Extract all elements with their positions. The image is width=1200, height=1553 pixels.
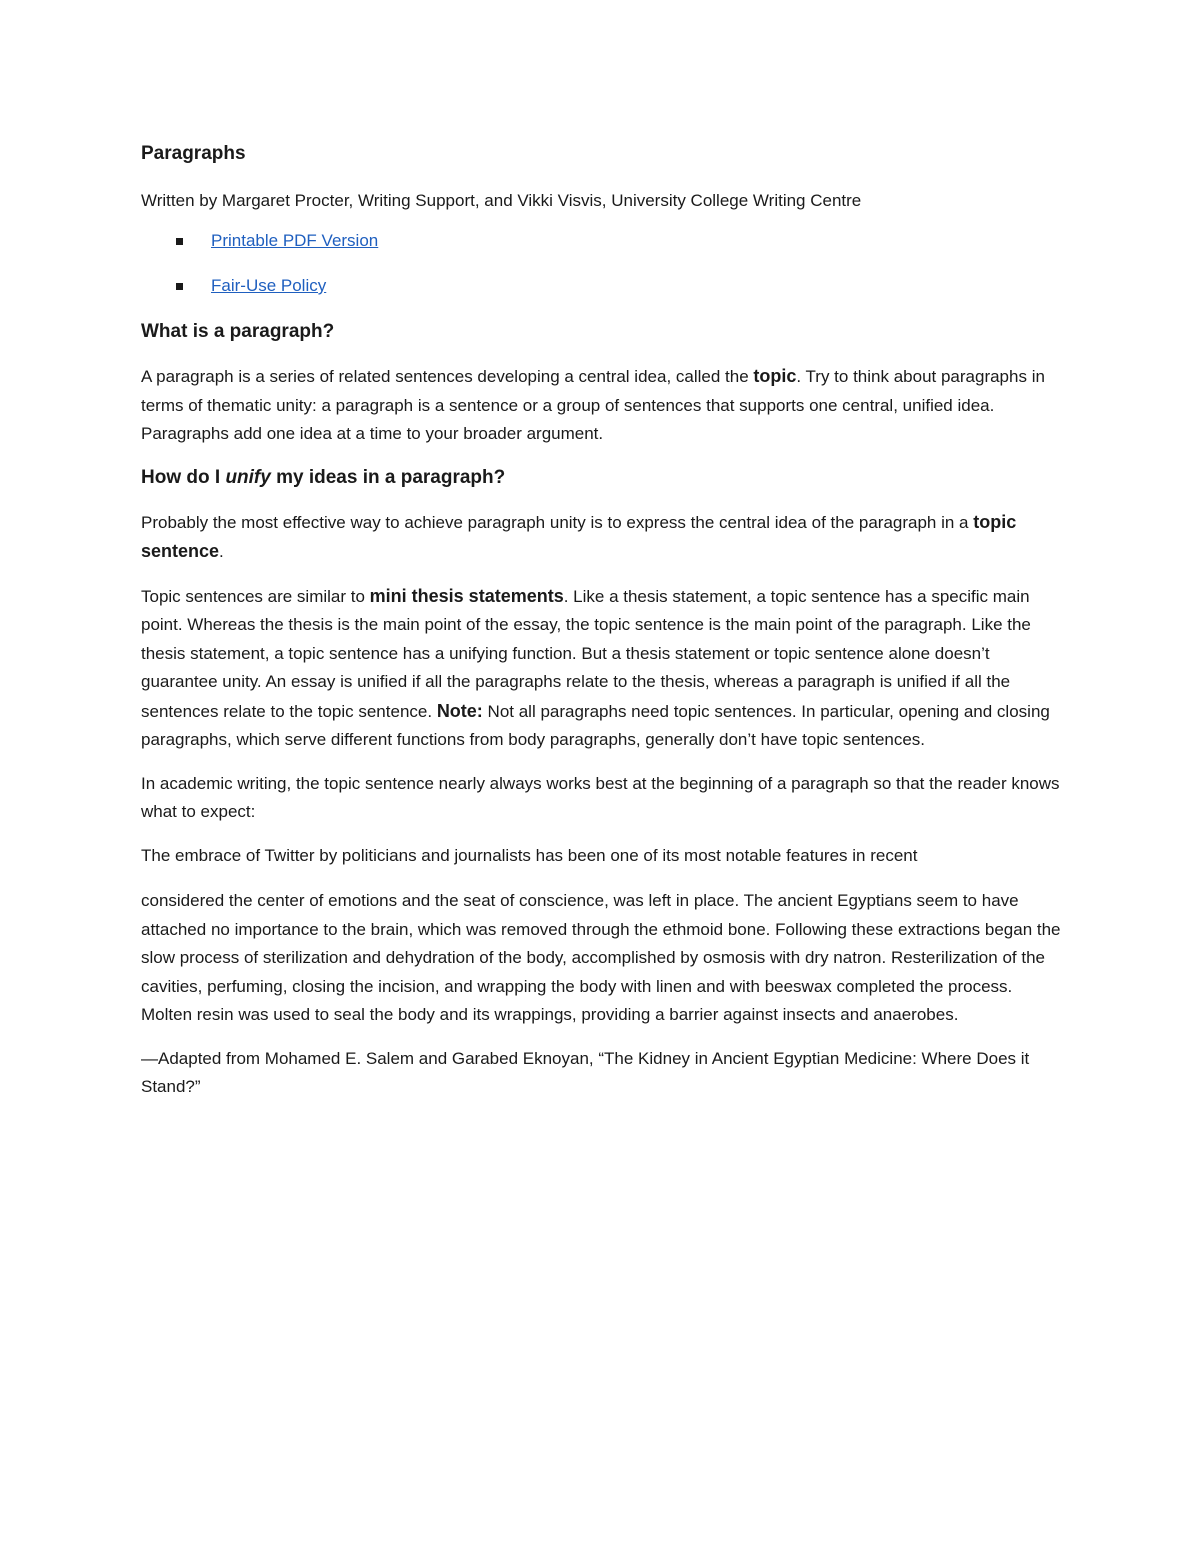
bold-term-topic: topic — [753, 366, 797, 386]
text-run: Not all paragraphs need topic sentences. In particular, opening and closing paragraphs, which serve different functions from body paragraphs, generally don’t have topic sentences. — [141, 701, 1050, 749]
text-run: Probably the most effective way to achieve paragraph unity is to express the central idea of the paragraph in a — [141, 512, 974, 532]
printable-pdf-link[interactable]: Printable PDF Version — [211, 231, 379, 250]
page-title: Paragraphs — [141, 143, 246, 164]
bold-term-topic-sentence: topic sentence — [141, 511, 1017, 561]
paragraph-definition — [141, 362, 1063, 449]
paragraph-mini-thesis — [141, 582, 1063, 755]
text-run: my ideas in a paragraph? — [270, 466, 506, 488]
paragraph-citation: —Adapted from Mohamed E. Salem and Garabed Eknoyan, “The Kidney in Ancient Egyptian Medicine: Where Does it Stand?” — [141, 1048, 1030, 1096]
resource-links — [141, 228, 1063, 299]
square-bullet-icon — [176, 238, 183, 245]
document-page — [141, 140, 1063, 1117]
section-heading-what-is: What is a paragraph? — [141, 321, 335, 342]
bold-note-label: Note: — [436, 700, 483, 721]
section-heading-unify — [141, 464, 1063, 492]
list-item — [141, 273, 1063, 299]
paragraph-example-start: The embrace of Twitter by politicians and journalists has been one of its most notable features in recent — [141, 845, 918, 865]
byline: Written by Margaret Procter, Writing Support, and Vikki Visvis, University College Writing Centre — [141, 191, 862, 210]
text-run: . Like a thesis statement, a topic sentence has a specific main point. Whereas the thesis is the main point of the essay, the topic sentence is the main point of the paragraph. Like the thesis statement, a topic sentence has a unifying function. But a thesis statement or topic sentence alone doesn’t guarantee unity. An essay is unified if all the paragraphs relate to the thesis, whereas a paragraph is unified if all the sentences relate to the topic sentence. — [141, 586, 1031, 721]
text-run: A paragraph is a series of related sentences developing a central idea, called the — [141, 367, 754, 386]
bold-term-mini-thesis: mini thesis statements — [369, 585, 564, 606]
fair-use-policy-link[interactable]: Fair-Use Policy — [211, 276, 327, 295]
text-run: Topic sentences are similar to — [141, 586, 370, 606]
paragraph-topic-sentence — [141, 508, 1063, 567]
paragraph-academic-writing: In academic writing, the topic sentence nearly always works best at the beginning of a paragraph so that the reader knows what to expect: — [141, 773, 1060, 821]
text-run: How do I — [141, 466, 226, 488]
square-bullet-icon — [176, 283, 183, 290]
text-run: . — [219, 542, 224, 561]
text-run: . Try to think about paragraphs in terms of thematic unity: a paragraph is a sentence or a group of sentences that supports one central, unified idea. Paragraphs add one idea at a time to your broader argument. — [141, 367, 1045, 443]
list-item — [141, 228, 1063, 254]
paragraph-example-body: considered the center of emotions and the seat of conscience, was left in place. The ancient Egyptians seem to have attached no importance to the brain, which was removed through the ethmoid bone. Following these extractions began the slow process of sterilization and dehydration of the body, accomplished by osmosis with dry natron. Resterilization of the cavities, perfuming, closing the incision, and wrapping the body with linen and with beeswax completed the process. Molten resin was used to seal the body and its wrappings, providing a barrier against insects and anaerobes. — [141, 891, 1061, 1024]
italic-word-unify: unify — [225, 466, 271, 488]
